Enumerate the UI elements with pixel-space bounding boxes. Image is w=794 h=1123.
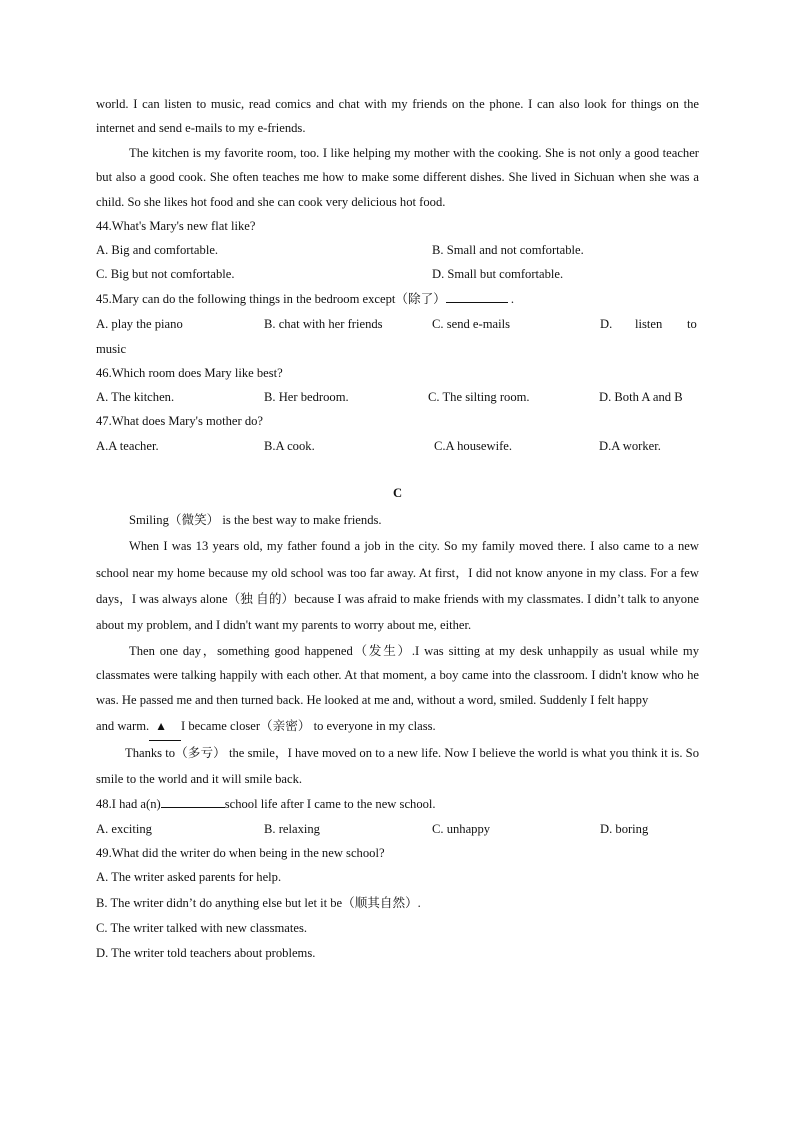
question-48-stem: 48.I had a(n) [96,797,161,812]
option-a: A. Big and comfortable. [96,243,219,258]
option-b: B. relaxing [264,821,320,836]
passage-b-paragraph-1-continued: world. I can listen to music, read comics and chat with my friends on the phone. I can also look for things on the internet and send e-mails to my e-friends. [96,97,699,136]
option-c: C. The silting room. [428,390,530,405]
section-c-paragraph-1: Smiling（微笑） is the best way to make friends. [129,512,382,527]
option-d: D. Both A and B [599,390,683,405]
and-warm-text: and warm. [96,718,150,733]
question-46: 46.Which room does Mary like best? [96,365,283,380]
option-c: C.A housewife. [434,438,513,453]
option-d-label: D. [600,316,613,331]
section-c-paragraph-3-continued [96,713,699,740]
question-48-stem-end: school life after I came to the new school. [224,797,436,812]
question-47: 47.What does Mary's mother do? [96,414,263,429]
section-c-paragraph-3: Then one day，something good happened（发生）.I was sitting at my desk unhappily as usual while my classmates were talking happily with each other. At that moment, a boy came into the classroom. I didn't know who he was. He passed me and then turned back. He looked at me and, without a word, smiled. Suddenly I felt happy [96,643,699,707]
option-b: B. Her bedroom. [264,390,349,405]
option-b: B.A cook. [264,438,315,453]
option-b: B. Small and not comfortable. [432,243,584,258]
question-44: 44.What's Mary's new flat like? [96,219,256,234]
option-c: C. send e-mails [432,316,510,331]
question-49: 49.What did the writer do when being in the new school? [96,845,385,860]
question-47-options [96,434,699,458]
option-b: B. The writer didn’t do anything else but let it be（顺其自然）. [96,895,421,910]
option-a: A. The writer asked parents for help. [96,869,282,884]
option-b: B. chat with her friends [264,316,383,331]
exam-page [96,92,699,966]
option-c: C. Big but not comfortable. [96,267,235,282]
option-d: D. The writer told teachers about problems. [96,945,316,960]
question-45-options [96,311,699,337]
option-c: C. unhappy [432,821,491,836]
option-d-word-1: listen [635,316,663,331]
question-45-stem-end: . [507,291,515,306]
option-a: A. exciting [96,821,152,836]
option-a: A. The kitchen. [96,390,175,405]
section-c-paragraph-2: When I was 13 years old, my father found a job in the city. So my family moved there. I also came to a new school near my home because my old school was too far away. At first，I did not know anyone in my class. For a few days，I was always alone（独 自的）because I was afraid to make friends with my classmates. I didn’t talk to anyone about my problem, and I didn't want my parents to worry about me, either. [96,539,699,633]
section-c-paragraph-4: Thanks to（多亏） the smile，I have moved on to a new life. Now I believe the world is what you think it is. So smile to the world and it will smile back. [96,745,699,786]
question-48-options [96,817,699,841]
question-45 [96,287,699,311]
option-d: D.A worker. [599,438,661,453]
answer-blank [446,290,508,303]
option-d: D. boring [600,821,649,836]
option-a: A. play the piano [96,316,183,331]
option-c: C. The writer talked with new classmates. [96,920,308,935]
question-44-options-row-2 [96,262,699,286]
section-c-title: C [392,485,403,500]
question-45-stem: 45.Mary can do the following things in the bedroom except（除了） [96,291,446,306]
triangle-icon: ▲ [155,718,168,733]
question-46-options [96,385,699,409]
answer-blank [161,795,225,808]
option-a: A.A teacher. [96,438,159,453]
question-48 [96,792,699,816]
passage-b-paragraph-2: The kitchen is my favorite room, too. I like helping my mother with the cooking. She is not only a good teacher but also a good cook. She often teaches me how to make some different dishes. She lived in Sichuan when she was a child. So she likes hot food and she can cook very delicious hot food. [96,145,699,209]
option-d: D. Small but comfortable. [432,267,564,282]
option-d-word-2: to [687,316,697,331]
triangle-blank [149,713,181,741]
closer-text: I became closer（亲密） to everyone in my class. [181,718,436,733]
question-44-options-row-1 [96,238,699,262]
question-45-option-d-wrap: music [96,341,127,356]
